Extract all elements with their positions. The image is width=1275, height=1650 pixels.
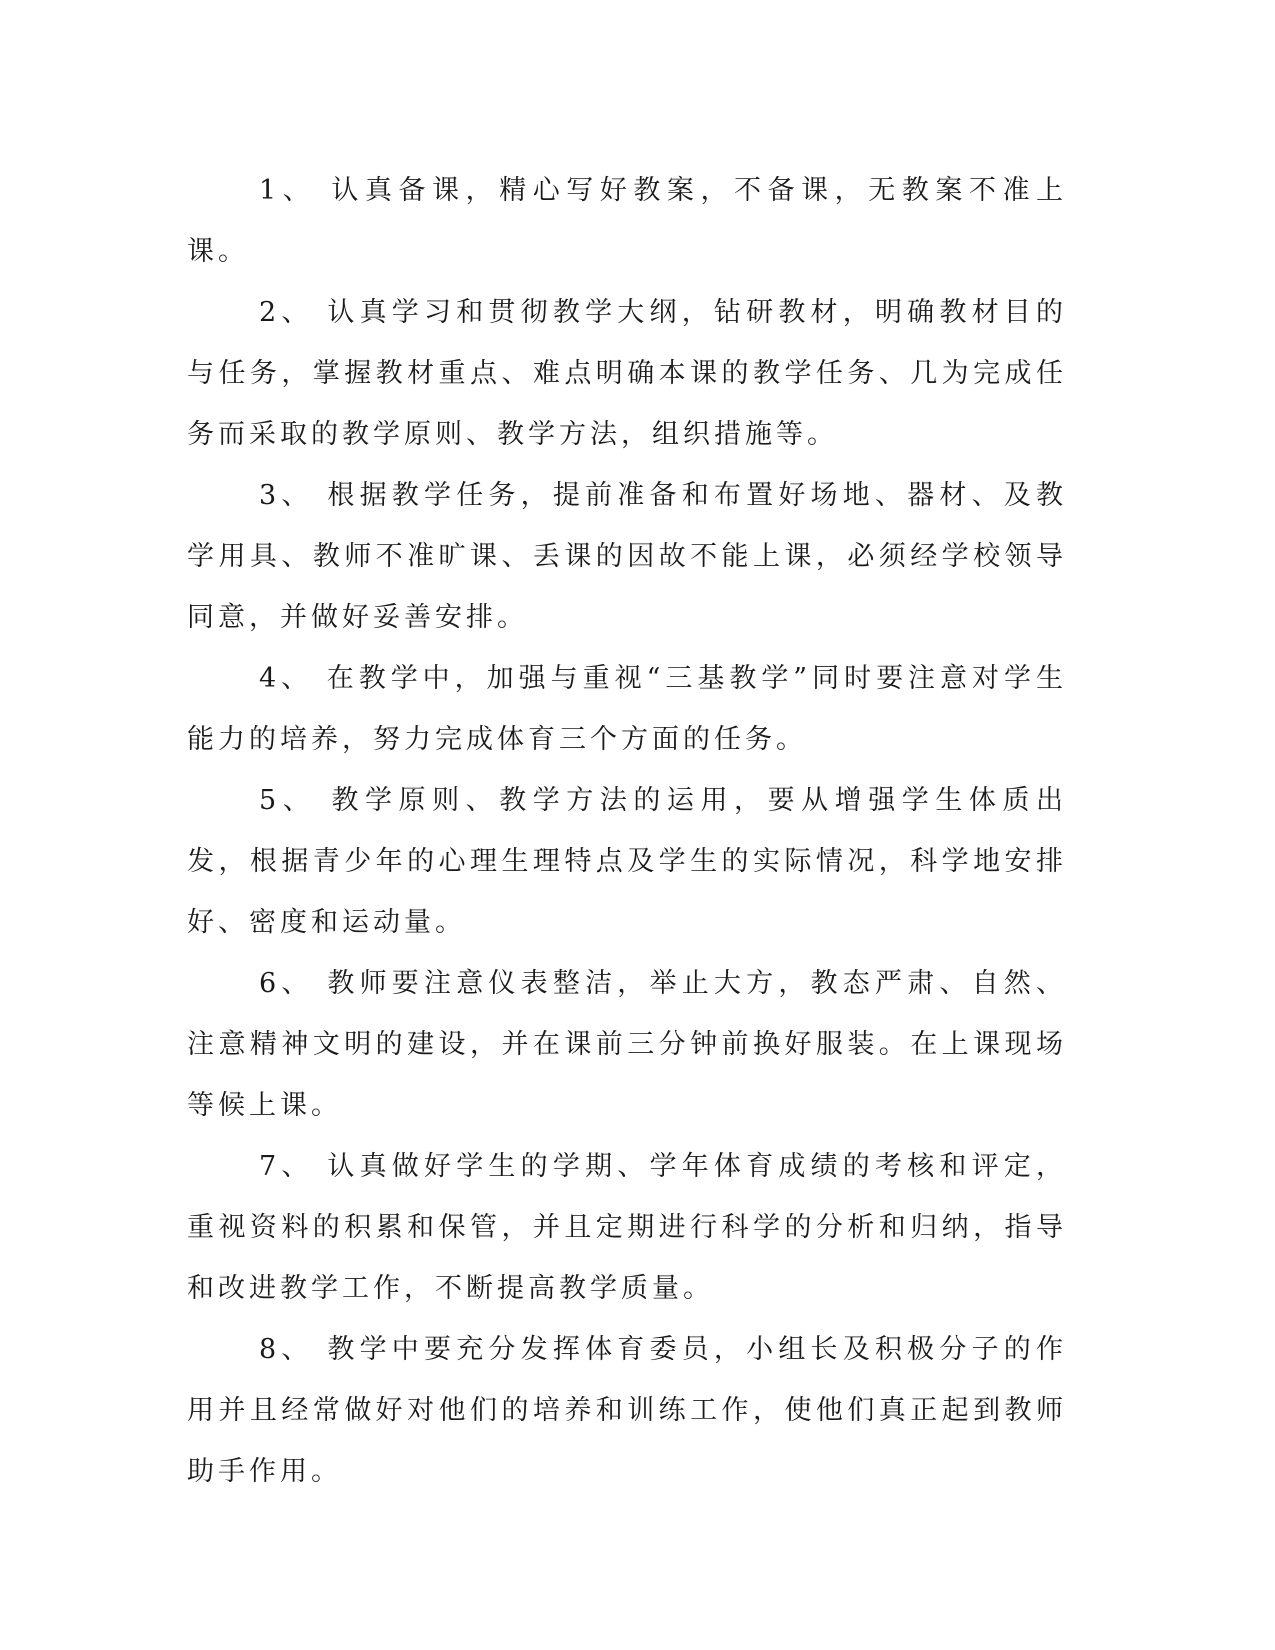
paragraph-6: 6、 教师要注意仪表整洁，举止大方，教态严肃、自然、 注意精神文明的建设，并在课前三分钟前换好服装。在上课现场等候上课。	[187, 968, 1067, 1121]
paragraph-5: 5、 教学原则、教学方法的运用，要从增强学生体质出发，根据青少年的心理生理特点及学生的实际情况，科学地安排好、密度和运动量。	[187, 785, 1067, 938]
paragraph-1: 1、 认真备课，精心写好教案，不备课，无教案不准上课。	[187, 175, 1067, 267]
paragraph-3: 3、 根据教学任务，提前准备和布置好场地、器材、及教学用具、教师不准旷课、丢课的因故不能上课，必须经学校领导同意，并做好妥善安排。	[187, 480, 1067, 633]
document-body	[187, 160, 1067, 1502]
paragraph-4: 4、 在教学中，加强与重视“三基教学”同时要注意对学生能力的培养，努力完成体育三个方面的任务。	[187, 663, 1067, 755]
paragraph-2: 2、 认真学习和贯彻教学大纲，钻研教材，明确教材目的与任务，掌握教材重点、难点明确本课的教学任务、几为完成任务而采取的教学原则、教学方法，组织措施等。	[187, 297, 1067, 450]
paragraph-8: 8、 教学中要充分发挥体育委员，小组长及积极分子的作用并且经常做好对他们的培养和训练工作，使他们真正起到教师助手作用。	[187, 1334, 1067, 1487]
paragraph-7: 7、 认真做好学生的学期、学年体育成绩的考核和评定，重视资料的积累和保管，并且定期进行科学的分析和归纳，指导和改进教学工作，不断提高教学质量。	[187, 1151, 1067, 1304]
